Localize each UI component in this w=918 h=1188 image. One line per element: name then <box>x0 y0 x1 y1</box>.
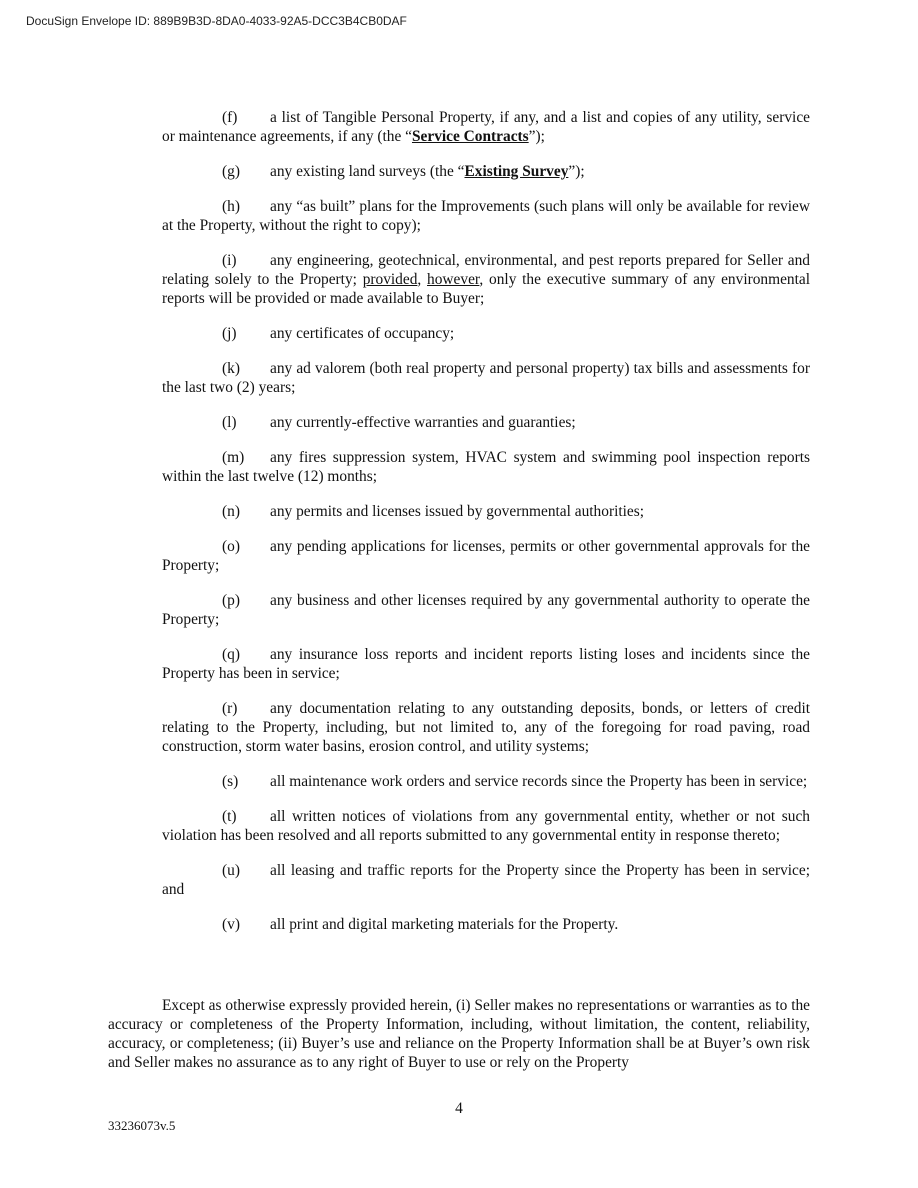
item-text: a list of Tangible Personal Property, if any, and a list and copies of any utility, service or maintenance agreements, if any (the “ <box>162 109 810 145</box>
item-text: all print and digital marketing materials for the Property. <box>270 916 619 933</box>
item-label: (g) <box>222 163 240 180</box>
item-text: any pending applications for licenses, permits or other governmental approvals for the Property; <box>162 538 810 574</box>
item-text: any “as built” plans for the Improvements (such plans will only be available for review at the Property, without the right to copy); <box>162 198 810 234</box>
item-label: (f) <box>222 109 238 126</box>
list-item <box>162 413 810 432</box>
item-label: (t) <box>222 808 237 825</box>
list-item <box>162 591 810 629</box>
list-item <box>162 108 810 146</box>
item-text: , only the executive summary of any environmental reports will be provided or made available to Buyer; <box>162 271 810 307</box>
item-label: (v) <box>222 916 240 933</box>
item-label: (s) <box>222 773 239 790</box>
item-label: (r) <box>222 700 238 717</box>
page-number: 4 <box>455 1100 463 1117</box>
defined-term: Existing Survey <box>464 163 569 180</box>
item-label: (k) <box>222 360 240 377</box>
defined-term: provided <box>362 271 418 288</box>
list-item <box>162 502 810 521</box>
item-label: (l) <box>222 414 237 431</box>
item-label: (h) <box>222 198 240 215</box>
item-label: (n) <box>222 503 240 520</box>
defined-term: however <box>427 271 480 288</box>
document-body <box>162 108 810 950</box>
item-text: any insurance loss reports and incident reports listing loses and incidents since the Property has been in service; <box>162 646 810 682</box>
item-text: any currently-effective warranties and guaranties; <box>270 414 576 431</box>
list-item <box>162 251 810 308</box>
item-text: , <box>417 271 428 288</box>
list-item <box>162 359 810 397</box>
list-item <box>162 772 810 791</box>
list-item <box>162 699 810 756</box>
item-label: (u) <box>222 862 240 879</box>
item-text: all maintenance work orders and service records since the Property has been in service; <box>270 773 808 790</box>
item-text: any engineering, geotechnical, environmental, and pest reports prepared for Seller and relating solely to the Property; <box>162 252 810 288</box>
document-number: 33236073v.5 <box>108 1118 176 1133</box>
list-item <box>162 645 810 683</box>
list-item <box>162 197 810 235</box>
item-text: any permits and licenses issued by governmental authorities; <box>270 503 644 520</box>
item-label: (m) <box>222 449 245 466</box>
item-label: (q) <box>222 646 240 663</box>
list-item <box>162 915 810 934</box>
closing-paragraph: Except as otherwise expressly provided herein, (i) Seller makes no representations or warranties as to the accuracy or completeness of the Property Information, including, without limitation, the content, reliability, accuracy, or completeness; (ii) Buyer’s use and reliance on the Property Information shall be at Buyer’s own risk and Seller makes no assurance as to any right of Buyer to use or rely on the Property <box>108 997 810 1071</box>
item-text: any documentation relating to any outstanding deposits, bonds, or letters of credit relating to the Property, including, but not limited to, any of the foregoing for road paving, road construction, storm water basins, erosion control, and utility systems; <box>162 700 810 755</box>
item-text: any existing land surveys (the “ <box>270 163 465 180</box>
list-item <box>162 861 810 899</box>
item-label: (j) <box>222 325 237 342</box>
item-text: any business and other licenses required by any governmental authority to operate the Property; <box>162 592 810 628</box>
item-label: (p) <box>222 592 240 609</box>
docusign-envelope-id: DocuSign Envelope ID: 889B9B3D-8DA0-4033-92A5-DCC3B4CB0DAF <box>26 14 407 28</box>
defined-term: Service Contracts <box>411 128 529 145</box>
item-text: ”); <box>528 128 545 145</box>
list-item <box>162 162 810 181</box>
item-text: any fires suppression system, HVAC system and swimming pool inspection reports within the last twelve (12) months; <box>162 449 810 485</box>
item-text: all leasing and traffic reports for the Property since the Property has been in service; and <box>162 862 810 898</box>
item-text: all written notices of violations from any governmental entity, whether or not such violation has been resolved and all reports submitted to any governmental entity in response thereto; <box>162 808 810 844</box>
item-label: (o) <box>222 538 240 555</box>
list-item <box>162 448 810 486</box>
item-text: ”); <box>568 163 585 180</box>
list-item <box>162 807 810 845</box>
list-item <box>162 537 810 575</box>
item-label: (i) <box>222 252 237 269</box>
list-item <box>162 324 810 343</box>
item-text: any certificates of occupancy; <box>270 325 455 342</box>
item-text: any ad valorem (both real property and personal property) tax bills and assessments for the last two (2) years; <box>162 360 810 396</box>
